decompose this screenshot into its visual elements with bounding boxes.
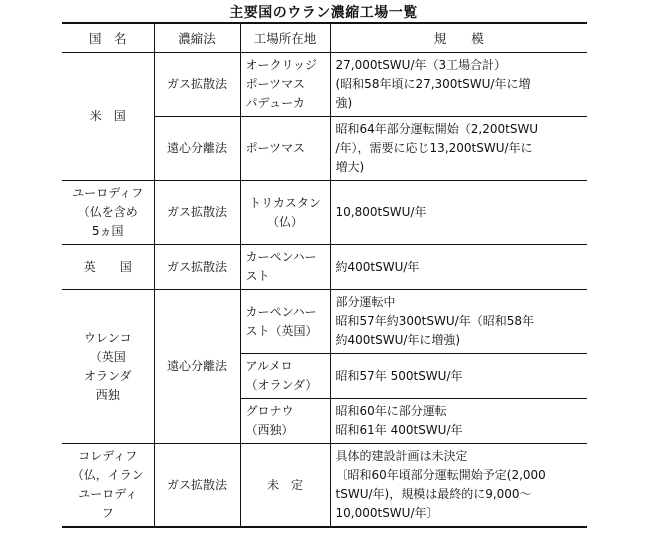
- country-line: （仏，イラン: [71, 468, 144, 482]
- scale-line: 増大): [335, 160, 365, 174]
- table-row: [62, 444, 587, 528]
- location-line: （仏）: [266, 214, 303, 229]
- scale-line: 〔昭和60年頃部分運転開始予定(2,000: [335, 468, 546, 482]
- header-country: 国 名: [62, 23, 154, 53]
- scale-line: /年），需要に応じ13,200tSWU/年に: [335, 141, 533, 155]
- enrichment-plants-table: [62, 22, 587, 528]
- page-title: 主要国のウラン濃縮工場一覧: [229, 5, 418, 21]
- country-line: ユーロディ: [78, 487, 138, 501]
- scale-line: tSWU/年)，規模は最終的に9,000〜: [335, 487, 532, 501]
- location-cell: 未 定: [240, 444, 330, 528]
- method-cell: ガス拡散法: [154, 245, 240, 290]
- location-line: パデューカ: [245, 96, 305, 110]
- scale-line: 昭和61年 400tSWU/年: [335, 423, 463, 437]
- scale-line: 27,000tSWU/年（3工場合計）: [335, 58, 507, 72]
- location-line: グロナウ: [245, 404, 294, 418]
- country-uk: 英 国: [62, 245, 154, 290]
- header-scale: 規 模: [433, 30, 484, 46]
- country-coredif: [62, 444, 154, 528]
- method-cell: 遠心分離法: [154, 117, 240, 181]
- scale-line: 約400tSWU/年に増強): [335, 333, 461, 347]
- location-cell: [240, 290, 330, 354]
- scale-cell: 約400tSWU/年: [335, 259, 420, 274]
- table-row: [62, 290, 587, 354]
- table-row: [62, 245, 587, 290]
- location-cell: [240, 245, 330, 290]
- table-row: [62, 53, 587, 117]
- country-eurodif: [62, 181, 154, 245]
- scale-line: 部分運転中: [335, 295, 396, 309]
- location-line: トリカスタン: [249, 195, 321, 210]
- scale-line: 昭和60年に部分運転: [335, 404, 447, 418]
- header-method: 濃縮法: [154, 23, 240, 53]
- country-usa: 米 国: [62, 53, 154, 181]
- location-line: アルメロ: [245, 359, 293, 373]
- scale-cell: [330, 117, 587, 181]
- location-line: スト: [245, 269, 270, 283]
- header-location: 工場所在地: [240, 23, 330, 53]
- scale-line: (昭和58年頃に27,300tSWU/年に増: [335, 77, 531, 91]
- scale-line: 強): [335, 96, 353, 110]
- location-line: カーペンハー: [245, 250, 317, 264]
- scale-line: 昭和57年約300tSWU/年（昭和58年: [335, 314, 534, 328]
- country-line: オランダ: [83, 368, 132, 383]
- location-line: カーペンハー: [245, 304, 317, 319]
- scale-cell: [330, 290, 587, 354]
- scale-line: 具体的建設計画は未決定: [335, 449, 468, 463]
- header-row: [62, 23, 587, 53]
- location-cell: [240, 181, 330, 245]
- scale-cell: [330, 444, 587, 528]
- country-line: フ: [101, 506, 114, 520]
- location-line: （西独）: [245, 423, 294, 437]
- location-cell: [240, 399, 330, 444]
- method-cell: 遠心分離法: [154, 290, 240, 444]
- location-line: ポーツマス: [245, 77, 306, 91]
- location-line: オークリッジ: [245, 58, 318, 72]
- country-line: コレディフ: [78, 449, 138, 463]
- method-cell: ガス拡散法: [154, 53, 240, 117]
- location-cell: [240, 354, 330, 399]
- method-cell: ガス拡散法: [154, 181, 240, 245]
- country-line: （英国: [89, 349, 126, 364]
- location-line: （オランダ）: [245, 378, 318, 392]
- method-cell: ガス拡散法: [154, 444, 240, 528]
- location-cell: ポーツマス: [240, 117, 330, 181]
- scale-cell: 10,800tSWU/年: [335, 205, 427, 219]
- scale-cell: [330, 399, 587, 444]
- scale-cell: [330, 53, 587, 117]
- country-line: 5ヵ国: [91, 224, 124, 238]
- scale-line: 10,000tSWU/年〕: [335, 506, 439, 520]
- scale-cell: 昭和57年 500tSWU/年: [330, 354, 587, 399]
- table-row: [62, 181, 587, 245]
- country-line: 西独: [95, 387, 120, 402]
- scale-line: 昭和64年部分運転開始（2,200tSWU: [335, 122, 539, 136]
- country-urenco: [62, 290, 154, 444]
- country-line: ウレンコ: [83, 330, 132, 345]
- country-line: ユーロディフ: [72, 186, 144, 200]
- location-cell: [240, 53, 330, 117]
- location-line: スト（英国）: [245, 323, 318, 338]
- country-line: （仏を含め: [77, 205, 138, 219]
